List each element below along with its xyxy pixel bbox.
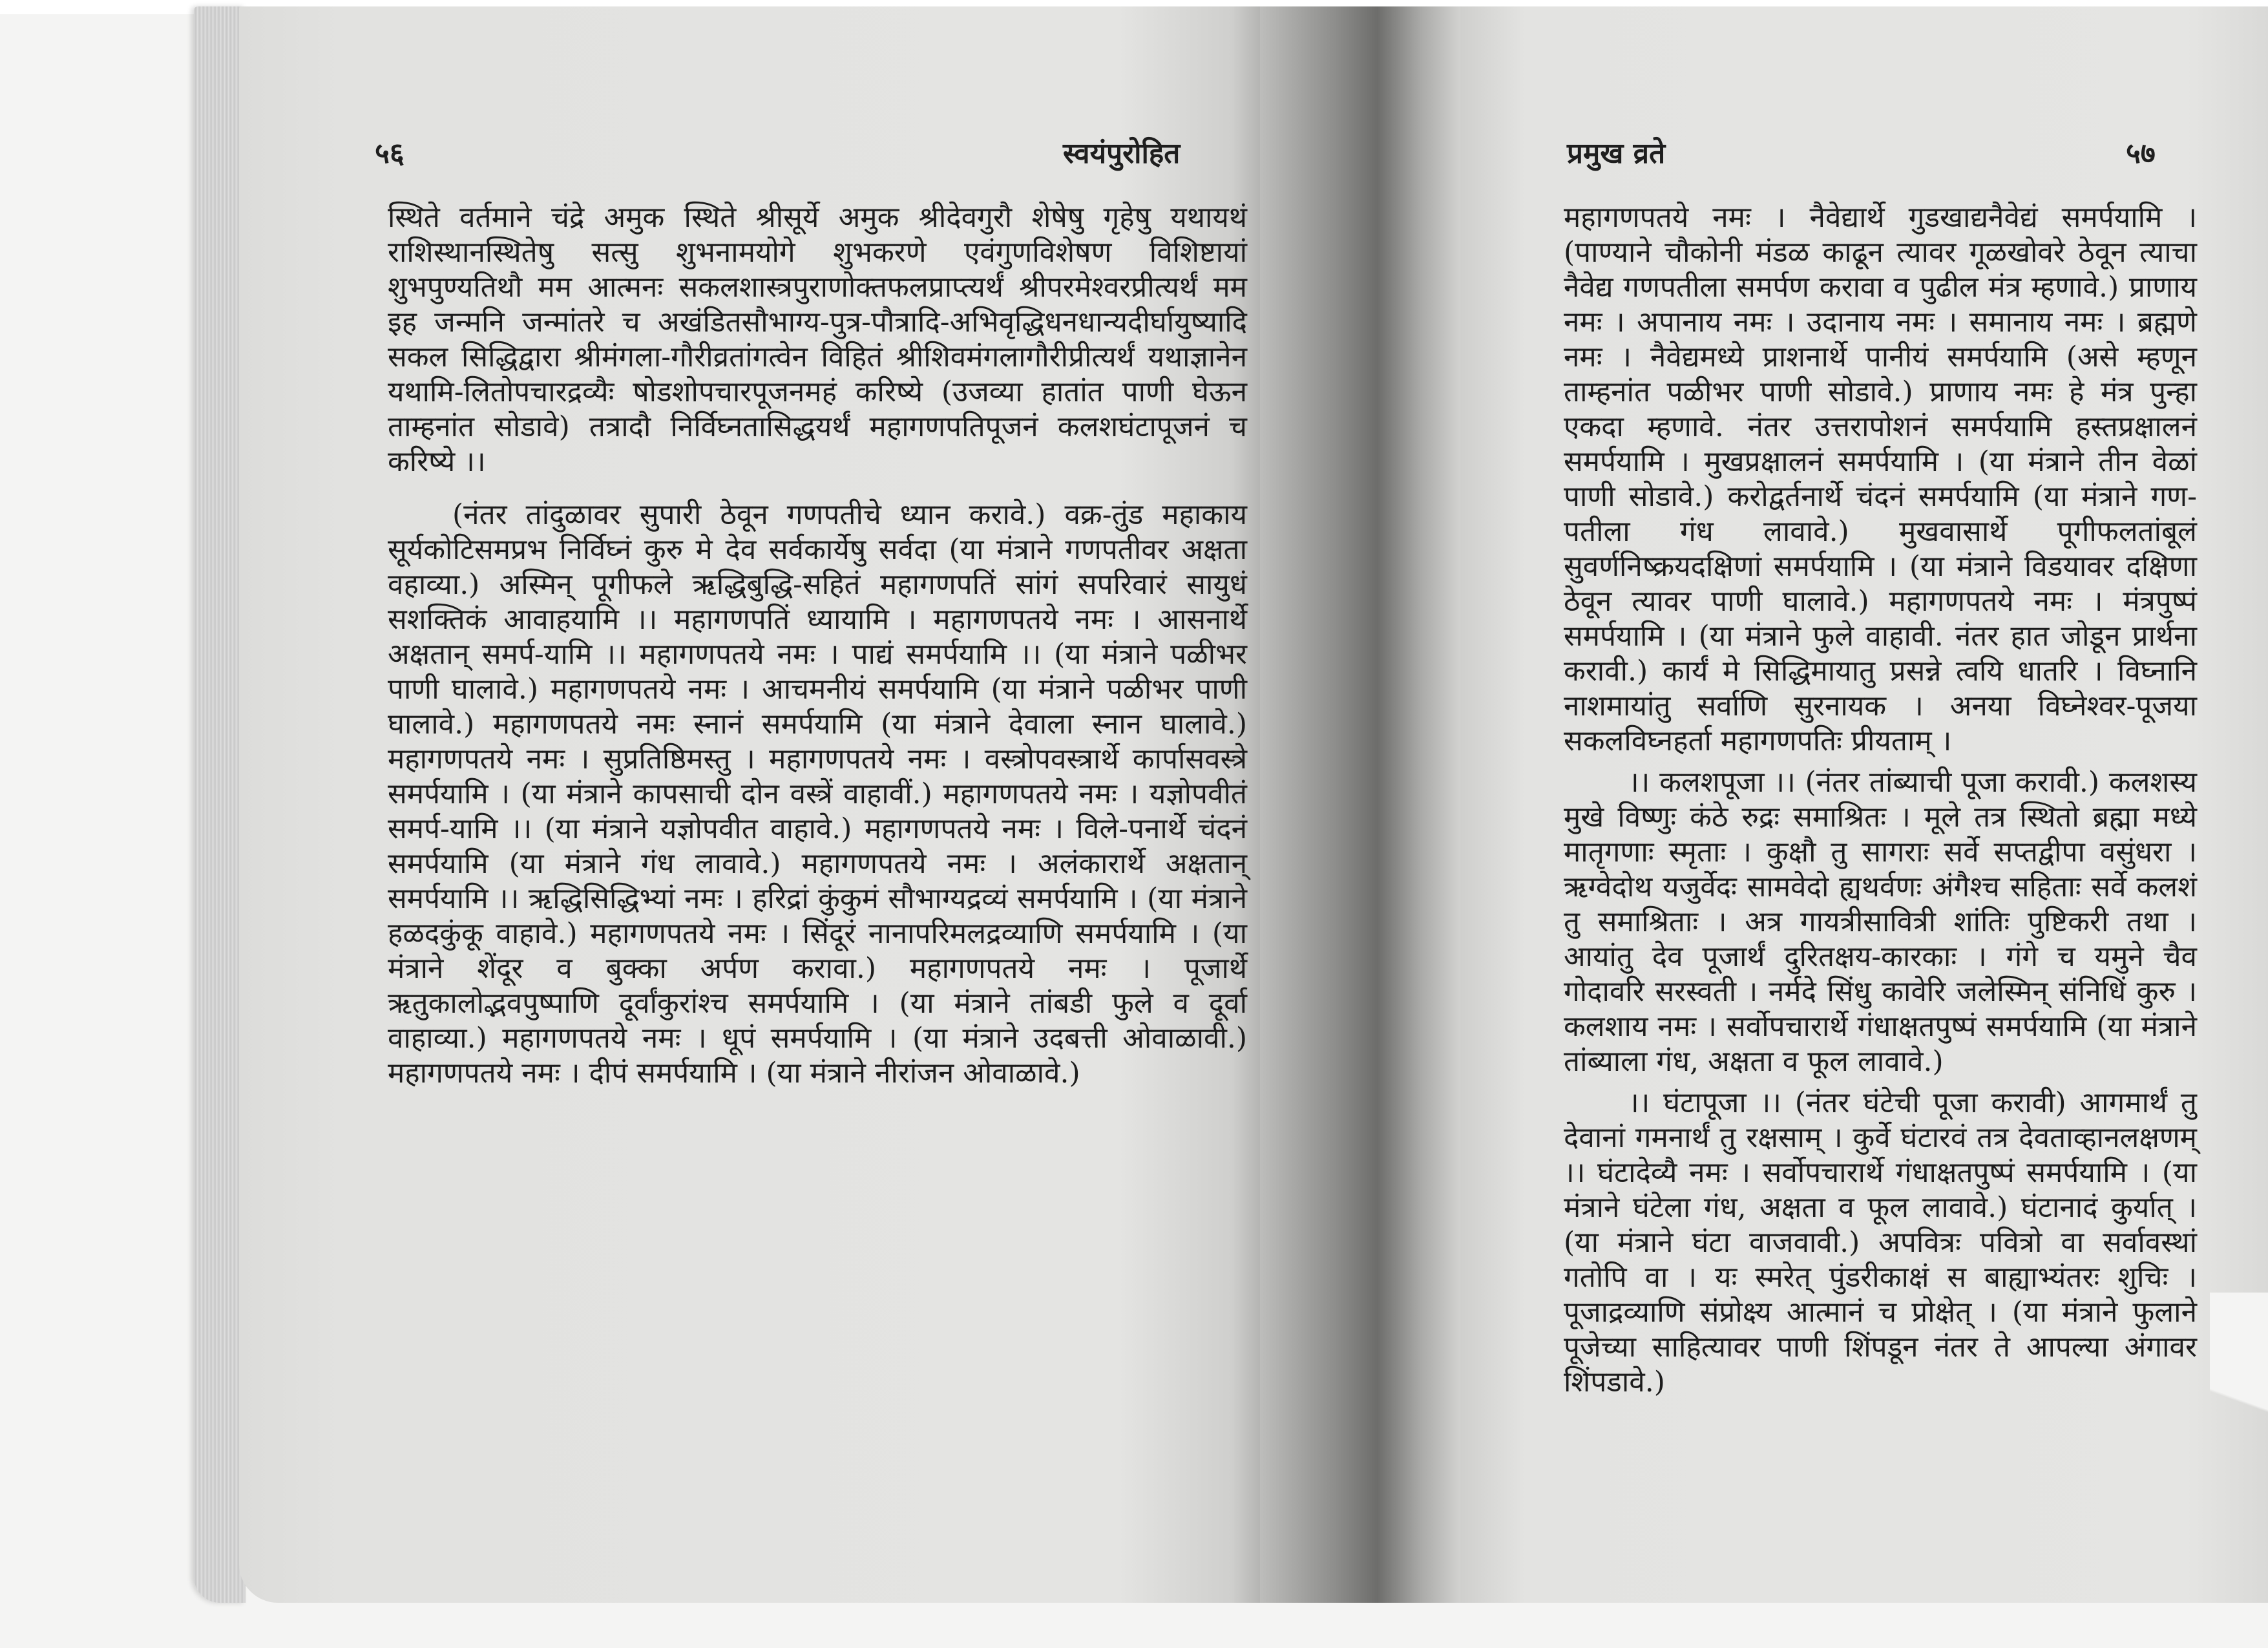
right-paragraph-1: महागणपतये नमः । नैवेद्यार्थे गुडखाद्यनैवेद्यं समर्पयामि । (पाण्याने चौकोनी मंडळ काढून त्यावर गूळखोवरे ठेवून त्याचा नैवेद्य गणपतीला समर्पण करावा व पुढील मंत्र म्हणावे.) प्राणाय नमः । अपानाय नमः । उदानाय नमः । समानाय नमः । ब्रह्मणे नमः । नैवेद्यमध्ये प्राशनार्थे पानीयं समर्पयामि (असे म्हणून ताम्हनांत पळीभर पाणी सोडावे.) प्राणाय नमः हे मंत्र पुन्हा एकदा म्हणावे. नंतर उत्तरापोशनं समर्पयामि हस्तप्रक्षालनं समर्पयामि । मुखप्रक्षालनं समर्पयामि । (या मंत्राने तीन वेळां पाणी सोडावे.) करोद्वर्तनार्थे चंदनं समर्पयामि (या मंत्राने गण-पतीला गंध लावावे.) मुखवासार्थे पूगीफलतांबूलं सुवर्णनिष्क्रयदक्षिणां समर्पयामि । (या मंत्राने विडयावर दक्षिणा ठेवून त्यावर पाणी घालावे.) महागणपतये नमः । मंत्रपुष्पं समर्पयामि । (या मंत्राने फुले वाहावी. नंतर हात जोडून प्रार्थना करावी.) कार्यं मे सिद्धिमायातु प्रसन्ने त्वयि धातरि । विघ्नानि नाशमायांतु सर्वाणि सुरनायक । अनया विघ्नेश्वर-पूजया सकलविघ्नहर्ता महागणपतिः प्रीयताम् । bbox=[1564, 201, 2197, 757]
left-running-header: स्वयंपुरोहित bbox=[1063, 137, 1181, 170]
book-gutter bbox=[1260, 6, 1473, 1603]
page-edges bbox=[194, 6, 246, 1603]
open-book bbox=[194, 6, 2268, 1642]
page-corner-curl bbox=[2210, 1293, 2268, 1564]
left-page-body bbox=[388, 200, 1247, 1091]
left-page-number: ५६ bbox=[375, 137, 404, 170]
right-page bbox=[1460, 6, 2268, 1603]
right-page-number: ५७ bbox=[2126, 137, 2156, 170]
right-paragraph-3: ।। घंटापूजा ।। (नंतर घंटेची पूजा करावी) आगमार्थं तु देवानां गमनार्थं तु रक्षसाम् । कुर्वे घंटारवं तत्र देवताव्हानलक्षणम् ।। घंटादेव्यै नमः । सर्वोपचारार्थे गंधाक्षतपुष्पं समर्पयामि । (या मंत्राने घंटेला गंध, अक्षता व फूल लावावे.) घंटानादं कुर्यात् । (या मंत्राने घंटा वाजवावी.) अपवित्रः पवित्रो वा सर्वावस्थां गतोपि वा । यः स्मरेत् पुंडरीकाक्षं स बाह्याभ्यंतरः शुचिः । पूजाद्रव्याणि संप्रोक्ष्य आत्मानं च प्रोक्षेत् । (या मंत्राने फुलाने पूजेच्या साहित्यावर पाणी शिंपडून नंतर ते आपल्या अंगावर शिंपडावे.) bbox=[1564, 1086, 2197, 1399]
left-paragraph-1: स्थिते वर्तमाने चंद्रे अमुक स्थिते श्रीसूर्ये अमुक श्रीदेवगुरौ शेषेषु गृहेषु यथायथं राशिस्थानस्थितेषु सत्सु शुभनामयोगे शुभकरणे एवंगुणविशेषण विशिष्टायां शुभपुण्यतिथौ मम आत्मनः सकलशास्त्रपुराणोक्तफलप्राप्त्यर्थं श्रीपरमेश्वरप्रीत्यर्थं मम इह जन्मनि जन्मांतरे च अखंडितसौभाग्य-पुत्र-पौत्रादि-अभिवृद्धिधनधान्यदीर्घायुष्यादि सकल सिद्धिद्वारा श्रीमंगला-गौरीव्रतांगत्वेन विहितं श्रीशिवमंगलागौरीप्रीत्यर्थं यथाज्ञानेन यथामि-लितोपचारद्रव्यैः षोडशोपचारपूजनमहं करिष्ये (उजव्या हातांत पाणी घेऊन ताम्हनांत सोडावे) तत्रादौ निर्विघ्नतासिद्धयर्थं महागणपतिपूजनं कलशघंटापूजनं च करिष्ये ।। bbox=[388, 201, 1247, 478]
right-page-body bbox=[1564, 200, 2197, 1400]
left-paragraph-2: (नंतर तांदुळावर सुपारी ठेवून गणपतीचे ध्यान करावे.) वक्र-तुंड महाकाय सूर्यकोटिसमप्रभ निर्विघ्नं कुरु मे देव सर्वकार्येषु सर्वदा (या मंत्राने गणपतीवर अक्षता वहाव्या.) अस्मिन् पूगीफले ऋद्धिबुद्धि-सहितं महागणपतिं सांगं सपरिवारं सायुधं सशक्तिकं आवाहयामि ।। महागणपतिं ध्यायामि । महागणपतये नमः । आसनार्थे अक्षतान् समर्प-यामि ।। महागणपतये नमः । पाद्यं समर्पयामि ।। (या मंत्राने पळीभर पाणी घालावे.) महागणपतये नमः । आचमनीयं समर्पयामि (या मंत्राने पळीभर पाणी घालावे.) महागणपतये नमः स्नानं समर्पयामि (या मंत्राने देवाला स्नान घालावे.) महागणपतये नमः । सुप्रतिष्ठिमस्तु । महागणपतये नमः । वस्त्रोपवस्त्रार्थे कार्पासवस्त्रे समर्पयामि । (या मंत्राने कापसाची दोन वस्त्रें वाहावीं.) महागणपतये नमः । यज्ञोपवीतं समर्प-यामि ।। (या मंत्राने यज्ञोपवीत वाहावे.) महागणपतये नमः । विले-पनार्थे चंदनं समर्पयामि (या मंत्राने गंध लावावे.) महागणपतये नमः । अलंकारार्थे अक्षतान् समर्पयामि ।। ऋद्धिसिद्धिभ्यां नमः । हरिद्रां कुंकुमं सौभाग्यद्रव्यं समर्पयामि । (या मंत्राने हळदकुंकू वाहावे.) महागणपतये नमः । सिंदूरं नानापरिमलद्रव्याणि समर्पयामि । (या मंत्राने शेंदूर व बुक्का अर्पण करावा.) महागणपतये नमः । पूजार्थे ऋतुकालोद्भवपुष्पाणि दूर्वांकुरांश्च समर्पयामि । (या मंत्राने तांबडी फुले व दूर्वा वाहाव्या.) महागणपतये नमः । धूपं समर्पयामि । (या मंत्राने उदबत्ती ओवाळावी.) महागणपतये नमः । दीपं समर्पयामि । (या मंत्राने नीरांजन ओवाळावे.) bbox=[388, 498, 1247, 1090]
right-paragraph-2: ।। कलशपूजा ।। (नंतर तांब्याची पूजा करावी.) कलशस्य मुखे विष्णुः कंठे रुद्रः समाश्रितः । मूले तत्र स्थितो ब्रह्मा मध्ये मातृगणाः स्मृताः । कुक्षौ तु सागराः सर्वे सप्तद्वीपा वसुंधरा । ऋग्वेदोथ यजुर्वेदः सामवेदो ह्यथर्वणः अंगैश्च सहिताः सर्वे कलशं तु समाश्रिताः । अत्र गायत्रीसावित्री शांतिः पुष्टिकरी तथा । आयांतु देव पूजार्थं दुरितक्षय-कारकाः । गंगे च यमुने चैव गोदावरि सरस्वती । नर्मदे सिंधु कावेरि जलेस्मिन् संनिधिं कुरु । कलशाय नमः । सर्वोपचारार्थे गंधाक्षतपुष्पं समर्पयामि (या मंत्राने तांब्याला गंध, अक्षता व फूल लावावे.) bbox=[1564, 766, 2197, 1078]
right-running-header: प्रमुख व्रते bbox=[1567, 137, 1666, 170]
left-page bbox=[239, 6, 1273, 1603]
